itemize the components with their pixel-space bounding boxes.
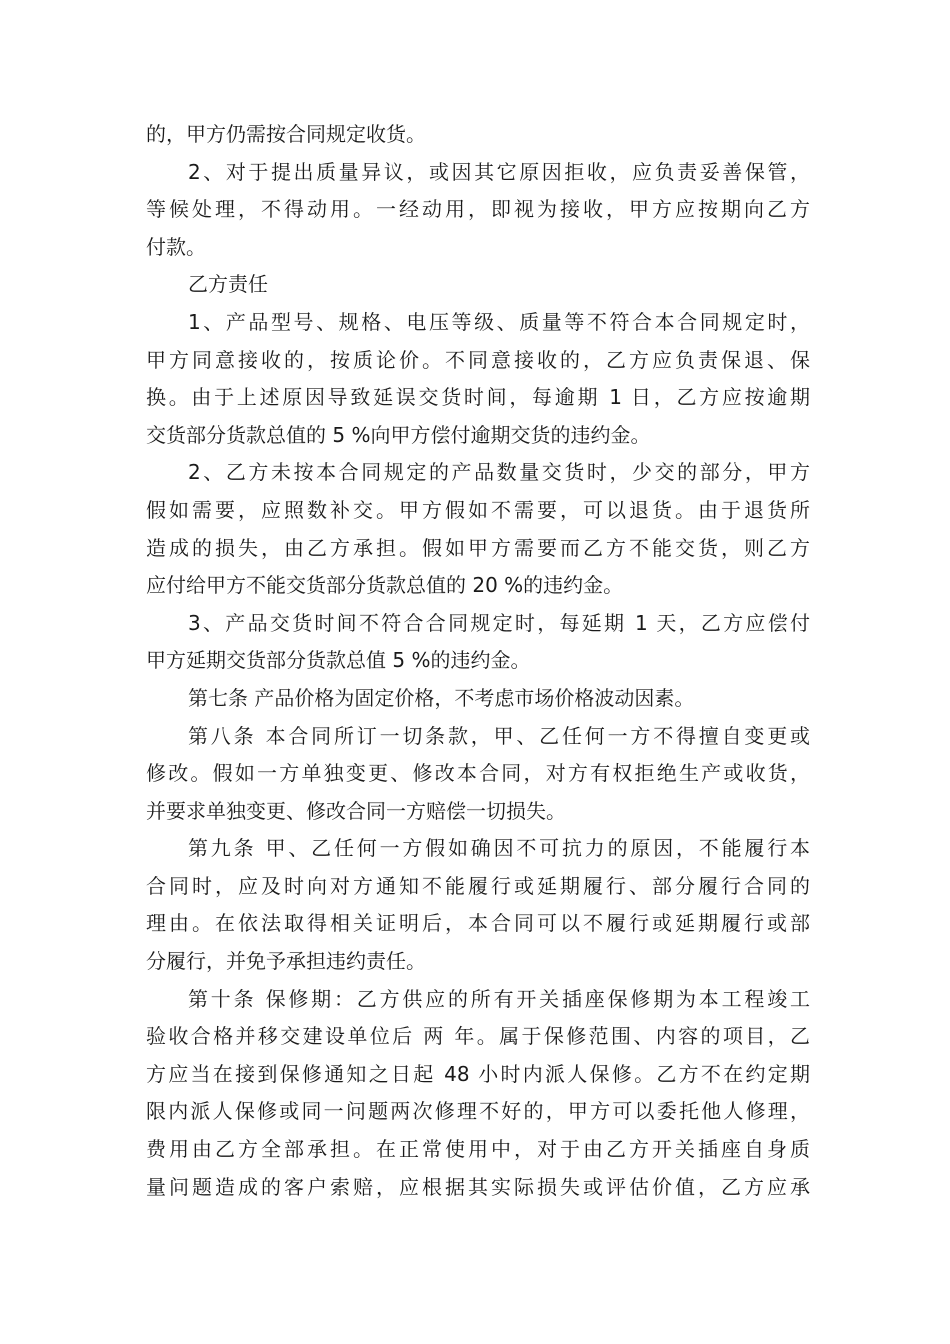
text-line: 并要求单独变更、修改合同一方赔偿一切损失。	[146, 798, 566, 823]
text-line: 合同时，应及时向对方通知不能履行或延期履行、部分履行合同的	[146, 873, 810, 898]
text-line: 理由。在依法取得相关证明后，本合同可以不履行或延期履行或部	[146, 911, 810, 936]
text-line: 交货部分货款总值的 5 %向甲方偿付逾期交货的违约金。	[146, 422, 651, 447]
text-line: 1、产品型号、规格、电压等级、质量等不符合本合同规定时，	[188, 309, 810, 334]
text-line: 修改。假如一方单独变更、修改本合同，对方有权拒绝生产或收货，	[146, 761, 810, 786]
text-line: 等候处理，不得动用。一经动用，即视为接收，甲方应按期向乙方	[146, 197, 810, 222]
text-line: 乙方责任	[188, 272, 268, 297]
text-line: 2、对于提出质量异议，或因其它原因拒收，应负责妥善保管，	[188, 159, 810, 184]
text-line: 甲方同意接收的，按质论价。不同意接收的，乙方应负责保退、保	[146, 347, 810, 372]
text-line: 假如需要，应照数补交。甲方假如不需要，可以退货。由于退货所	[146, 497, 810, 522]
text-line: 换。由于上述原因导致延误交货时间，每逾期 1 日，乙方应按逾期	[146, 385, 810, 410]
text-line: 2、乙方未按本合同规定的产品数量交货时，少交的部分，甲方	[188, 460, 810, 485]
text-line: 3、产品交货时间不符合合同规定时，每延期 1 天，乙方应偿付	[188, 610, 810, 635]
text-line: 甲方延期交货部分货款总值 5 %的违约金。	[146, 648, 531, 673]
text-line: 第七条 产品价格为固定价格，不考虑市场价格波动因素。	[188, 685, 695, 710]
text-line: 方应当在接到保修通知之日起 48 小时内派人保修。乙方不在约定期	[146, 1061, 810, 1086]
text-line: 第八条 本合同所订一切条款，甲、乙任何一方不得擅自变更或	[188, 723, 810, 748]
text-line: 验收合格并移交建设单位后 两 年。属于保修范围、内容的项目，乙	[146, 1024, 810, 1049]
text-line: 付款。	[146, 234, 206, 259]
text-line: 第九条 甲、乙任何一方假如确因不可抗力的原因，不能履行本	[188, 836, 810, 861]
text-line: 造成的损失，由乙方承担。假如甲方需要而乙方不能交货，则乙方	[146, 535, 810, 560]
text-line: 的，甲方仍需按合同规定收货。	[146, 122, 426, 146]
text-line: 费用由乙方全部承担。在正常使用中，对于由乙方开关插座自身质	[146, 1137, 810, 1162]
text-line: 量问题造成的客户索赔，应根据其实际损失或评估价值，乙方应承	[146, 1174, 810, 1199]
text-line: 应付给甲方不能交货部分货款总值的 20 %的违约金。	[146, 573, 624, 598]
text-line: 第十条 保修期：乙方供应的所有开关插座保修期为本工程竣工	[188, 986, 810, 1011]
text-line: 限内派人保修或同一问题两次修理不好的，甲方可以委托他人修理，	[146, 1099, 810, 1124]
contract-text	[146, 116, 810, 1206]
text-line: 分履行，并免予承担违约责任。	[146, 949, 426, 974]
